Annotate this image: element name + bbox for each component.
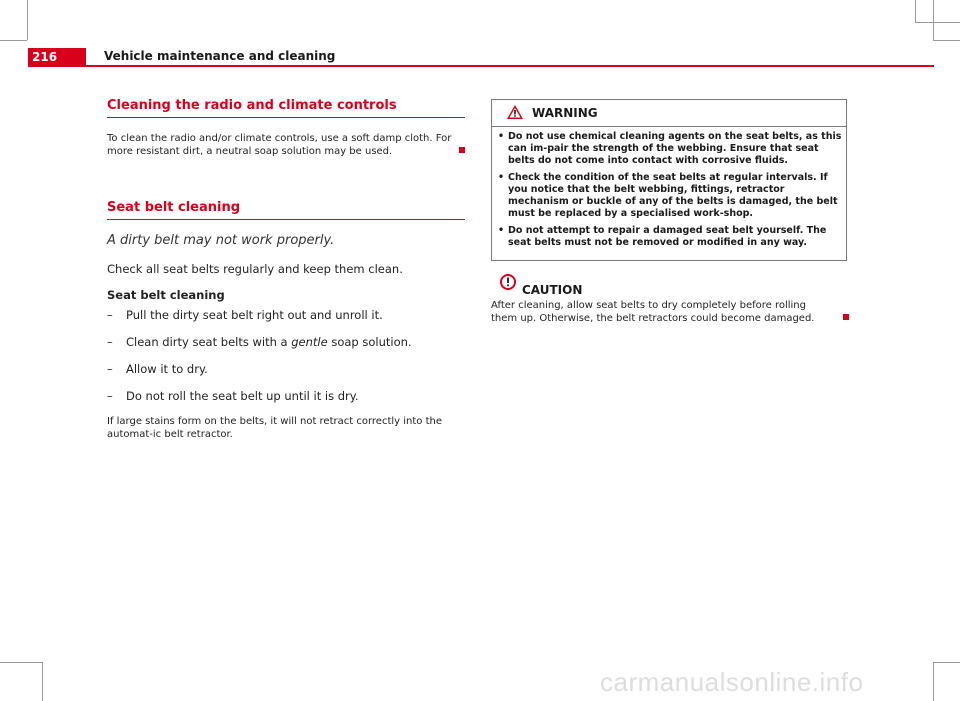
crop-mark (915, 0, 916, 22)
crop-mark (0, 40, 27, 41)
warning-title: WARNING (532, 106, 598, 120)
section-end-marker (843, 314, 849, 320)
caution-title: CAUTION (522, 283, 583, 297)
crop-mark (933, 662, 934, 701)
left-column (107, 98, 465, 441)
section-end-marker (459, 147, 465, 153)
warning-list (498, 131, 842, 254)
radio-section-text: To clean the radio and/or climate controls, use a soft damp cloth. For more resistant dirt, a neutral soap solution may be used. (107, 133, 452, 157)
header-rule (28, 65, 934, 67)
emphasis-text: gentle (291, 335, 328, 349)
crop-mark (933, 0, 934, 40)
seatbelt-subheading: Seat belt cleaning (107, 288, 225, 302)
crop-mark (42, 662, 43, 701)
crop-mark (915, 22, 960, 23)
crop-mark (933, 40, 960, 41)
radio-section-heading: Cleaning the radio and climate controls (107, 98, 465, 118)
crop-mark (0, 662, 42, 663)
seatbelt-section-heading: Seat belt cleaning (107, 200, 465, 220)
warning-header (492, 100, 846, 127)
list-item: • Do not attempt to repair a damaged seat belt yourself. The seat belts must not be removed or modified in any way. (498, 225, 827, 248)
list-item: • Check the condition of the seat belts at regular intervals. If you notice that the belt webbing, fittings, retractor mechanism or buckle of any of the belts is damaged, the belt must be replaced by a specialised work-shop. (498, 172, 838, 219)
crop-mark (27, 0, 28, 40)
caution-text: After cleaning, allow seat belts to dry completely before rolling them up. Otherwise, the belt retractors could become damaged. (491, 300, 815, 324)
seatbelt-intro: Check all seat belts regularly and keep them clean. (107, 262, 403, 276)
list-item: – Do not roll the seat belt up until it is dry. (107, 389, 359, 403)
seatbelt-lead: A dirty belt may not work properly. (107, 233, 335, 248)
list-item: – Pull the dirty seat belt right out and unroll it. (107, 308, 383, 322)
crop-mark (933, 662, 960, 663)
caution-icon (499, 273, 517, 291)
warning-triangle-icon (506, 104, 524, 120)
watermark: carmanualsonline.info (600, 667, 864, 697)
list-item: – Allow it to dry. (107, 362, 208, 376)
warning-box (491, 99, 847, 261)
list-item: • Do not use chemical cleaning agents on the seat belts, as this can im-pair the strength of the webbing. Ensure that seat belts do not come into contact with corrosive fluids. (498, 131, 842, 166)
page-number: 216 (28, 48, 86, 66)
list-item: – Clean dirty seat belts with a gentle soap solution. (107, 335, 412, 349)
page-section-title: Vehicle maintenance and cleaning (104, 49, 336, 63)
seatbelt-note: If large stains form on the belts, it will not retract correctly into the automat-ic belt retractor. (107, 416, 442, 440)
